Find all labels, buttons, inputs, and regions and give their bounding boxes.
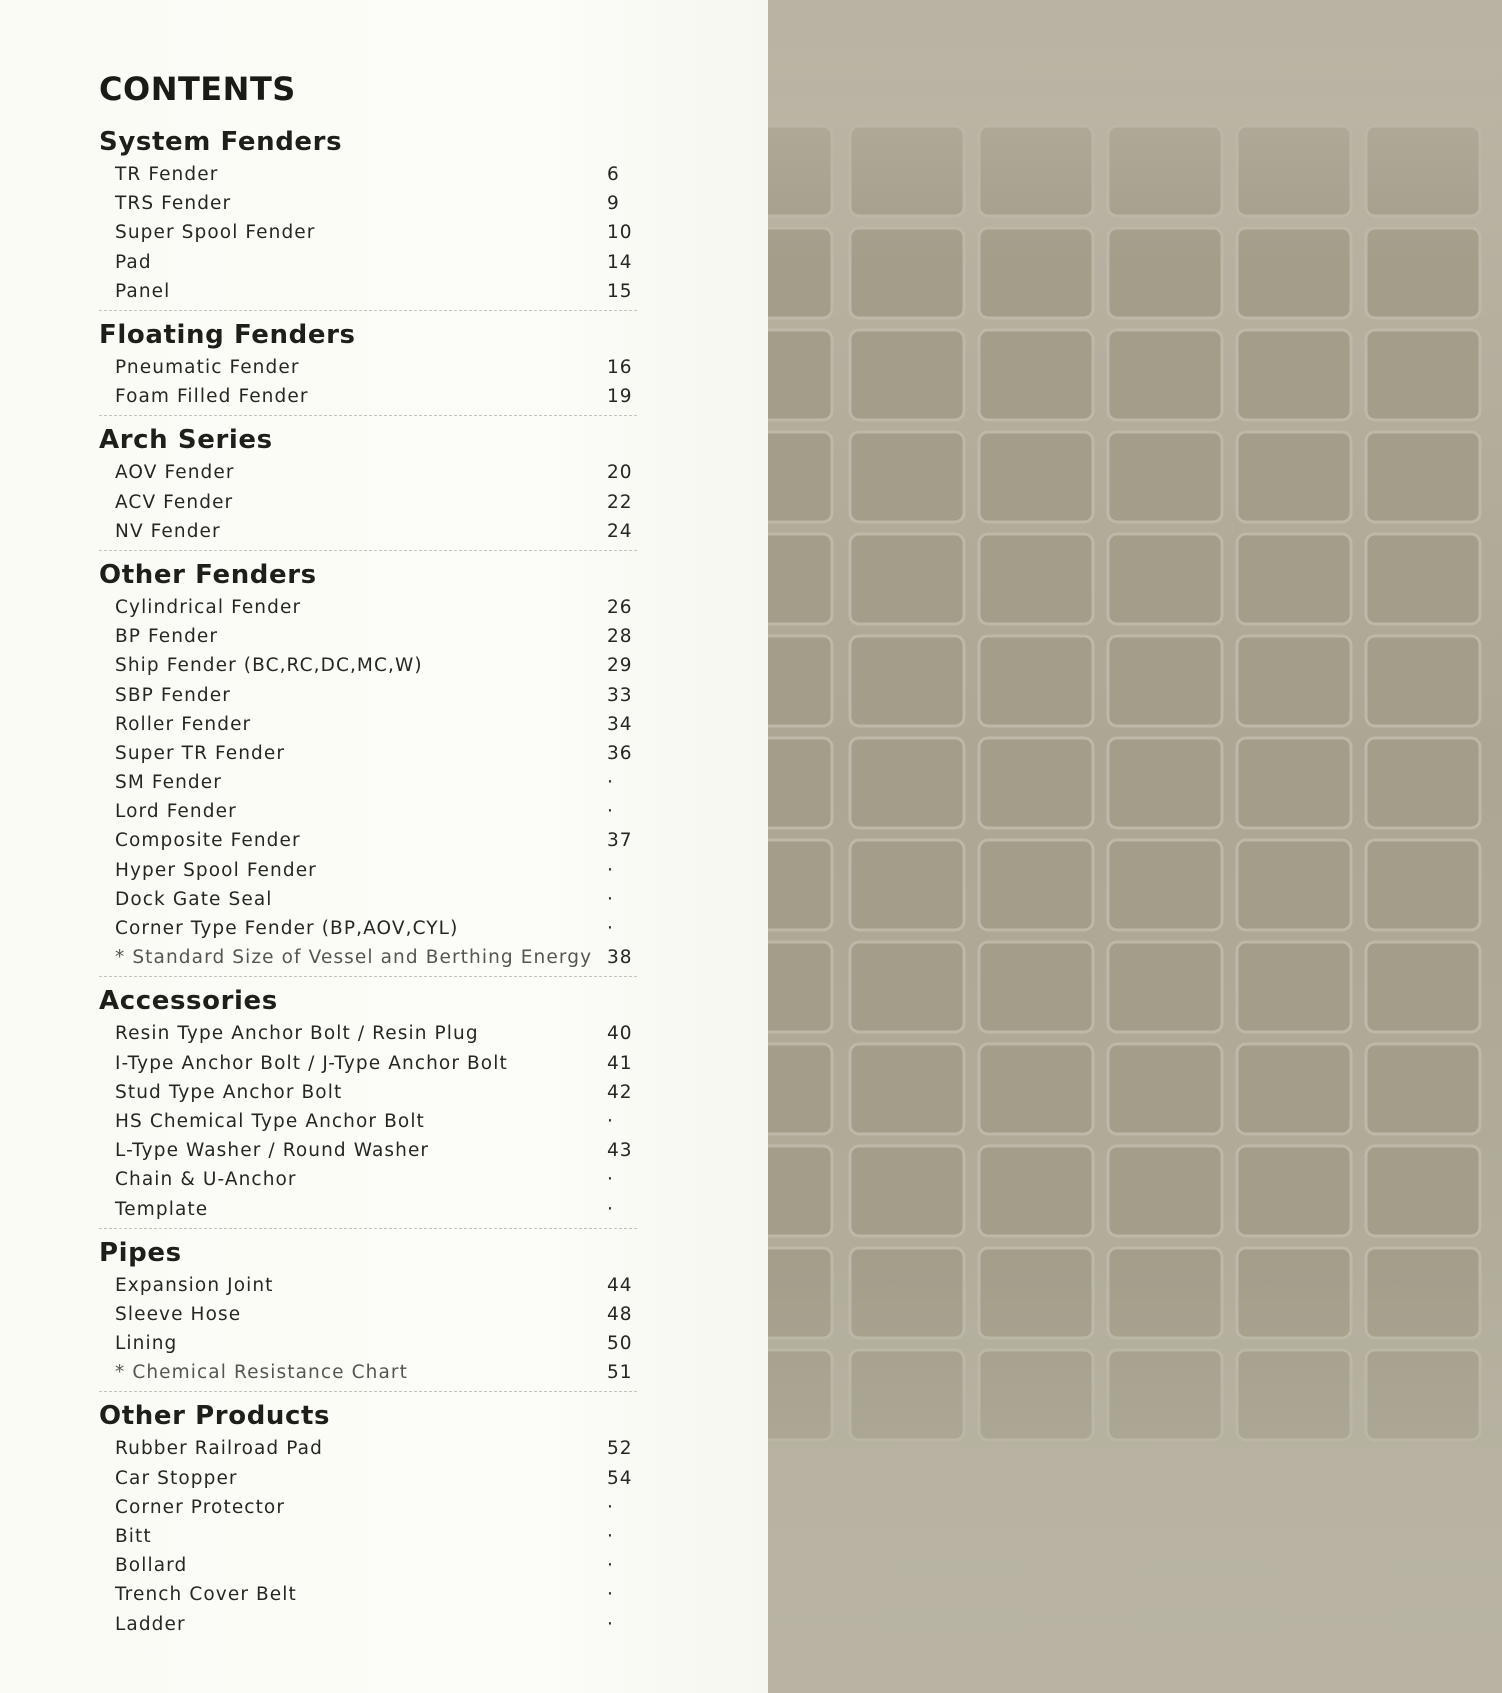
table-of-contents — [99, 124, 637, 1649]
entry-page-number: 16 — [607, 357, 633, 379]
entry-page-number: · — [607, 1169, 614, 1191]
grid-tile — [979, 1044, 1093, 1134]
grid-tile — [1366, 330, 1480, 420]
toc-entry — [99, 1078, 637, 1107]
entry-label: Sleeve Hose — [115, 1303, 242, 1325]
grid-tile — [1108, 942, 1222, 1032]
entry-page-number: · — [607, 1613, 614, 1635]
toc-section — [99, 557, 637, 977]
toc-entry — [99, 1493, 637, 1522]
grid-tile — [1237, 1044, 1351, 1134]
grid-tile — [1108, 738, 1222, 828]
entry-label: SBP Fender — [115, 684, 231, 706]
toc-entry — [99, 739, 637, 768]
grid-tile — [1108, 330, 1222, 420]
entry-label: L-Type Washer / Round Washer — [115, 1140, 430, 1162]
grid-tile — [1366, 534, 1480, 624]
entry-page-number: 9 — [607, 193, 620, 215]
section-title: Pipes — [99, 1237, 182, 1268]
toc-entry — [99, 1329, 637, 1358]
grid-tile — [850, 1146, 964, 1236]
grid-tile — [1366, 840, 1480, 930]
grid-tile — [979, 1146, 1093, 1236]
toc-entry — [99, 1271, 637, 1300]
toc-entry — [99, 622, 637, 651]
section-title: Arch Series — [99, 425, 273, 456]
grid-tile — [1108, 840, 1222, 930]
toc-note-entry — [99, 1358, 637, 1387]
toc-entry — [99, 651, 637, 680]
entry-label: Super Spool Fender — [115, 222, 316, 244]
grid-tile — [1237, 1146, 1351, 1236]
entry-page-number: 54 — [607, 1467, 633, 1489]
toc-entry — [99, 1464, 637, 1493]
entry-label: Lining — [115, 1333, 178, 1355]
grid-tile — [1237, 432, 1351, 522]
toc-section — [99, 1398, 637, 1642]
toc-entry — [99, 768, 637, 797]
section-title: System Fenders — [99, 127, 343, 157]
contents-title: CONTENTS — [99, 70, 296, 108]
entry-page-number: 42 — [607, 1081, 633, 1103]
entry-page-number: 14 — [607, 251, 633, 273]
entry-page-number: · — [607, 1110, 614, 1132]
toc-entry — [99, 1551, 637, 1580]
entry-label: Dock Gate Seal — [115, 888, 273, 910]
entry-label: Corner Type Fender (BP,AOV,CYL) — [115, 918, 459, 940]
entry-label: Bitt — [115, 1526, 152, 1548]
entry-label: Template — [115, 1198, 209, 1220]
entry-page-number: · — [607, 918, 614, 940]
grid-tile — [768, 942, 832, 1032]
entry-label: Cylindrical Fender — [115, 596, 302, 618]
entry-label: Stud Type Anchor Bolt — [115, 1081, 343, 1103]
entry-page-number: 37 — [607, 830, 633, 852]
entry-page-number: 28 — [607, 626, 633, 648]
entry-page-number: 36 — [607, 742, 633, 764]
entry-label: I-Type Anchor Bolt / J-Type Anchor Bolt — [115, 1052, 508, 1074]
entry-label: * Standard Size of Vessel and Berthing Energy — [115, 947, 593, 969]
entry-label: BP Fender — [115, 626, 219, 648]
grid-tile — [768, 330, 832, 420]
entry-page-number: 26 — [607, 596, 633, 618]
grid-tile — [850, 1044, 964, 1134]
grid-tile — [1237, 738, 1351, 828]
grid-tile — [1366, 942, 1480, 1032]
toc-section — [99, 1235, 637, 1393]
entry-label: ACV Fender — [115, 491, 234, 513]
grid-tile — [1366, 636, 1480, 726]
entry-label: Super TR Fender — [115, 742, 286, 764]
entry-label: Panel — [115, 280, 171, 302]
section-title: Other Fenders — [99, 559, 317, 590]
entry-page-number: 40 — [607, 1023, 633, 1045]
grid-tile — [979, 534, 1093, 624]
toc-entry — [99, 189, 637, 218]
entry-page-number: · — [607, 859, 614, 881]
grid-tile — [768, 1146, 832, 1236]
grid-tile — [1237, 330, 1351, 420]
grid-tile — [850, 636, 964, 726]
entry-page-number: 20 — [607, 462, 633, 484]
grid-tile — [979, 942, 1093, 1032]
entry-label: Pad — [115, 251, 152, 273]
toc-section — [99, 983, 637, 1228]
toc-note-entry — [99, 943, 637, 972]
grid-tile — [850, 330, 964, 420]
grid-tile — [1237, 840, 1351, 930]
toc-entry — [99, 1194, 637, 1223]
entry-label: Pneumatic Fender — [115, 357, 300, 379]
toc-entry — [99, 1107, 637, 1136]
entry-page-number: 6 — [607, 164, 620, 186]
entry-page-number: · — [607, 1526, 614, 1548]
entry-label: SM Fender — [115, 772, 222, 794]
grid-tile — [850, 432, 964, 522]
toc-entry — [99, 826, 637, 855]
entry-label: Lord Fender — [115, 801, 237, 823]
toc-entry — [99, 517, 637, 546]
entry-page-number: 29 — [607, 655, 633, 677]
grid-tile — [1108, 534, 1222, 624]
entry-label: Foam Filled Fender — [115, 386, 309, 408]
grid-tile — [768, 1044, 832, 1134]
toc-entry — [99, 914, 637, 943]
entry-label: Expansion Joint — [115, 1274, 274, 1296]
entry-page-number: 52 — [607, 1438, 633, 1460]
grid-tile — [768, 636, 832, 726]
entry-label: Car Stopper — [115, 1467, 238, 1489]
entry-label: AOV Fender — [115, 462, 235, 484]
entry-label: Ladder — [115, 1613, 186, 1635]
toc-section — [99, 422, 637, 551]
grid-tile — [1108, 1146, 1222, 1236]
entry-page-number: 10 — [607, 222, 633, 244]
entry-page-number: 44 — [607, 1274, 633, 1296]
entry-label: NV Fender — [115, 520, 221, 542]
entry-page-number: · — [607, 1198, 614, 1220]
grid-tile — [768, 738, 832, 828]
entry-page-number: 48 — [607, 1303, 633, 1325]
toc-entry — [99, 488, 637, 517]
toc-entry — [99, 885, 637, 914]
entry-page-number: 19 — [607, 386, 633, 408]
decorative-grid-panel — [768, 0, 1502, 1693]
entry-page-number: · — [607, 801, 614, 823]
toc-entry — [99, 856, 637, 885]
toc-entry — [99, 1610, 637, 1639]
toc-section — [99, 124, 637, 311]
toc-entry — [99, 1300, 637, 1329]
toc-entry — [99, 353, 637, 382]
toc-entry — [99, 1136, 637, 1165]
section-title: Floating Fenders — [99, 319, 356, 350]
toc-entry — [99, 1580, 637, 1609]
toc-entry — [99, 458, 637, 487]
grid-tile — [979, 330, 1093, 420]
entry-page-number: 22 — [607, 491, 633, 513]
grid-tile — [979, 432, 1093, 522]
entry-label: Corner Protector — [115, 1496, 286, 1518]
entry-label: Rubber Railroad Pad — [115, 1438, 323, 1460]
entry-page-number: · — [607, 1496, 614, 1518]
toc-entry — [99, 1165, 637, 1194]
grid-tile — [850, 738, 964, 828]
entry-page-number: 43 — [607, 1140, 633, 1162]
toc-entry — [99, 218, 637, 247]
entry-label: Composite Fender — [115, 830, 301, 852]
entry-label: Trench Cover Belt — [115, 1584, 297, 1606]
grid-tile — [1108, 1044, 1222, 1134]
entry-page-number: 41 — [607, 1052, 633, 1074]
entry-page-number: 51 — [607, 1362, 633, 1384]
entry-label: Ship Fender (BC,RC,DC,MC,W) — [115, 655, 423, 677]
toc-entry — [99, 680, 637, 709]
grid-tile — [979, 840, 1093, 930]
grid-tile — [1237, 534, 1351, 624]
entry-page-number: 24 — [607, 520, 633, 542]
toc-entry — [99, 1019, 637, 1048]
entry-label: TR Fender — [115, 164, 219, 186]
grid-tile — [850, 840, 964, 930]
toc-entry — [99, 593, 637, 622]
grid-tile — [1366, 1044, 1480, 1134]
grid-tile — [1366, 738, 1480, 828]
section-title: Accessories — [99, 986, 278, 1017]
grid-tile — [1108, 636, 1222, 726]
toc-section — [99, 317, 637, 416]
entry-page-number: 38 — [607, 947, 633, 969]
toc-entry — [99, 382, 637, 411]
toc-entry — [99, 160, 637, 189]
grid-tile — [1237, 942, 1351, 1032]
entry-label: HS Chemical Type Anchor Bolt — [115, 1110, 425, 1132]
entry-label: Roller Fender — [115, 713, 252, 735]
grid-tile — [768, 432, 832, 522]
entry-page-number: 50 — [607, 1333, 633, 1355]
entry-label: * Chemical Resistance Chart — [115, 1362, 408, 1384]
grid-tile — [850, 942, 964, 1032]
entry-page-number: 34 — [607, 713, 633, 735]
grid-tile — [1366, 1146, 1480, 1236]
toc-entry — [99, 797, 637, 826]
toc-entry — [99, 1434, 637, 1463]
grid-tile — [979, 738, 1093, 828]
grid-tile — [1237, 636, 1351, 726]
grid-tile — [850, 534, 964, 624]
grid-tile — [1366, 432, 1480, 522]
entry-label: Bollard — [115, 1555, 188, 1577]
toc-entry — [99, 248, 637, 277]
entry-page-number: · — [607, 1555, 614, 1577]
section-title: Other Products — [99, 1401, 331, 1432]
grid-pattern-image — [768, 0, 1502, 1693]
toc-entry — [99, 1049, 637, 1078]
entry-page-number: · — [607, 1584, 614, 1606]
toc-entry — [99, 710, 637, 739]
entry-page-number: · — [607, 772, 614, 794]
grid-tile — [1108, 432, 1222, 522]
entry-label: Resin Type Anchor Bolt / Resin Plug — [115, 1023, 479, 1045]
entry-page-number: 15 — [607, 280, 633, 302]
entry-page-number: 33 — [607, 684, 633, 706]
toc-entry — [99, 277, 637, 306]
toc-entry — [99, 1522, 637, 1551]
grid-tile — [768, 534, 832, 624]
grid-tile — [768, 840, 832, 930]
entry-page-number: · — [607, 888, 614, 910]
entry-label: TRS Fender — [115, 193, 232, 215]
grid-tile — [979, 636, 1093, 726]
entry-label: Hyper Spool Fender — [115, 859, 317, 881]
entry-label: Chain & U-Anchor — [115, 1169, 297, 1191]
